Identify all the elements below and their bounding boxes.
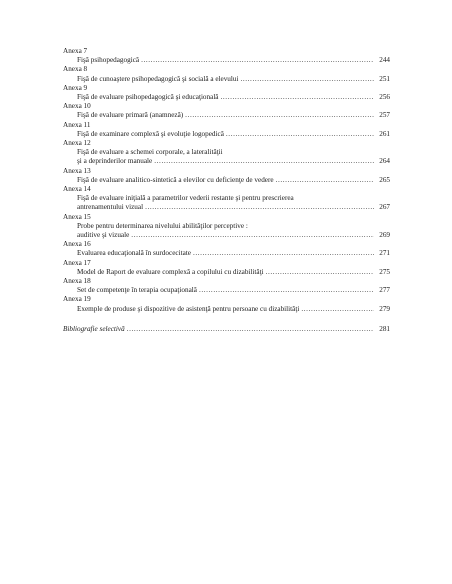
bibliography-label: Bibliografie selectivă xyxy=(63,324,125,333)
annex-title-line xyxy=(77,231,390,240)
annex-title-text: Model de Raport de evaluare complexă a copilului cu dizabilităţi xyxy=(77,267,264,276)
annex-title-text: Exemple de produse şi dispozitive de asistenţă pentru persoane cu dizabilităţi xyxy=(77,304,300,313)
annex-title xyxy=(63,130,390,139)
annex-title-text: Fişă de evaluare primară (anamneză) xyxy=(77,111,184,120)
annex-label: Anexa 13 xyxy=(63,166,91,175)
toc-entry[interactable] xyxy=(63,213,390,241)
annex-title-line xyxy=(77,130,390,139)
page-number: 257 xyxy=(379,111,390,120)
table-of-contents xyxy=(63,47,390,334)
page-number: 264 xyxy=(379,157,390,166)
annex-label: Anexa 12 xyxy=(63,139,91,148)
dot-leader xyxy=(276,176,374,185)
annex-title xyxy=(63,93,390,102)
toc-entries xyxy=(63,47,390,314)
annex-title-text: Fişă de evaluare iniţială a parametrilor vederii restante şi pentru prescrierea xyxy=(77,194,294,203)
dot-leader xyxy=(145,203,374,212)
dot-leader xyxy=(301,305,374,314)
annex-title xyxy=(63,194,390,212)
annex-title-line xyxy=(77,249,390,258)
annex-label: Anexa 7 xyxy=(63,47,88,55)
annex-title xyxy=(63,111,390,120)
annex-title-text: Set de competenţe în terapia ocupaţională xyxy=(77,286,197,295)
annex-title-text: Probe pentru determinarea nivelului abilităţilor perceptive : xyxy=(77,221,248,230)
toc-entry[interactable] xyxy=(63,139,390,167)
page-number: 256 xyxy=(379,93,390,102)
page-number: 244 xyxy=(379,56,390,65)
annex-label: Anexa 10 xyxy=(63,102,91,111)
annex-label: Anexa 19 xyxy=(63,295,91,304)
page-number: 277 xyxy=(379,286,390,295)
toc-entry[interactable] xyxy=(63,185,390,213)
annex-title xyxy=(63,249,390,258)
toc-entry[interactable] xyxy=(63,84,390,102)
dot-leader xyxy=(240,75,374,84)
annex-title-text: antrenamentului vizual xyxy=(77,203,144,212)
annex-title xyxy=(63,176,390,185)
annex-title-line xyxy=(77,176,390,185)
toc-entry[interactable] xyxy=(63,259,390,277)
dot-leader xyxy=(266,268,374,277)
page-number: 251 xyxy=(379,74,390,83)
page-number: 271 xyxy=(379,249,390,258)
annex-title-text: şi a deprinderilor manuale xyxy=(77,157,153,166)
annex-title xyxy=(63,75,390,84)
annex-title-text: Fişă de evaluare psihopedagogică şi educaţională xyxy=(77,93,219,102)
page-number: 269 xyxy=(379,231,390,240)
annex-title-text: Fişă de examinare complexă şi evoluţie logopedică xyxy=(77,129,224,138)
annex-label: Anexa 8 xyxy=(63,65,88,74)
annex-title xyxy=(63,286,390,295)
annex-title-line xyxy=(77,75,390,84)
annex-label: Anexa 11 xyxy=(63,120,91,129)
annex-label: Anexa 17 xyxy=(63,258,91,267)
page-number: 267 xyxy=(379,203,390,212)
dot-leader xyxy=(141,56,374,65)
annex-title-line xyxy=(77,305,390,314)
toc-entry[interactable] xyxy=(63,295,390,313)
toc-entry[interactable] xyxy=(63,47,390,65)
annex-title xyxy=(63,148,390,166)
page-number: 265 xyxy=(379,175,390,184)
annex-title-line xyxy=(77,56,390,65)
annex-label: Anexa 16 xyxy=(63,240,91,249)
dot-leader xyxy=(127,325,374,334)
toc-entry[interactable] xyxy=(63,277,390,295)
page-number: 261 xyxy=(379,129,390,138)
toc-entry[interactable] xyxy=(63,65,390,83)
annex-title xyxy=(63,305,390,314)
annex-label: Anexa 18 xyxy=(63,277,91,286)
toc-entry[interactable] xyxy=(63,102,390,120)
annex-title xyxy=(63,56,390,65)
page-number: 275 xyxy=(379,267,390,276)
annex-title-text: auditive şi vizuale xyxy=(77,231,130,240)
dot-leader xyxy=(154,157,374,166)
annex-label: Anexa 14 xyxy=(63,185,91,194)
toc-entry[interactable] xyxy=(63,240,390,258)
annex-title-line xyxy=(77,203,390,212)
annex-title xyxy=(63,268,390,277)
dot-leader xyxy=(193,249,374,258)
page-number: 279 xyxy=(379,304,390,313)
annex-title-text: Evaluarea educaţională în surdocecitate xyxy=(77,249,191,258)
annex-title-line xyxy=(77,157,390,166)
page-number: 281 xyxy=(379,324,390,333)
dot-leader xyxy=(185,111,374,120)
annex-title-text: Fişă de cunoaştere psihopedagogică şi socială a elevului xyxy=(77,74,239,83)
dot-leader xyxy=(221,93,374,102)
annex-title xyxy=(63,222,390,240)
annex-title-line xyxy=(77,268,390,277)
annex-label: Anexa 15 xyxy=(63,212,91,221)
dot-leader xyxy=(131,231,374,240)
dot-leader xyxy=(199,286,374,295)
annex-title-text: Fişă psihopedagogică xyxy=(77,56,140,65)
annex-title-text: Fişă de evaluare a schemei corporale, a lateralităţii xyxy=(77,148,223,157)
annex-title-line xyxy=(77,111,390,120)
dot-leader xyxy=(226,130,374,139)
annex-label: Anexa 9 xyxy=(63,83,88,92)
toc-entry[interactable] xyxy=(63,167,390,185)
annex-title-line xyxy=(77,286,390,295)
bibliography-entry[interactable] xyxy=(63,325,390,334)
annex-title-line xyxy=(77,93,390,102)
annex-title-text: Fişă de evaluare analitico-sintetică a elevilor cu deficienţe de vedere xyxy=(77,175,274,184)
toc-entry[interactable] xyxy=(63,121,390,139)
